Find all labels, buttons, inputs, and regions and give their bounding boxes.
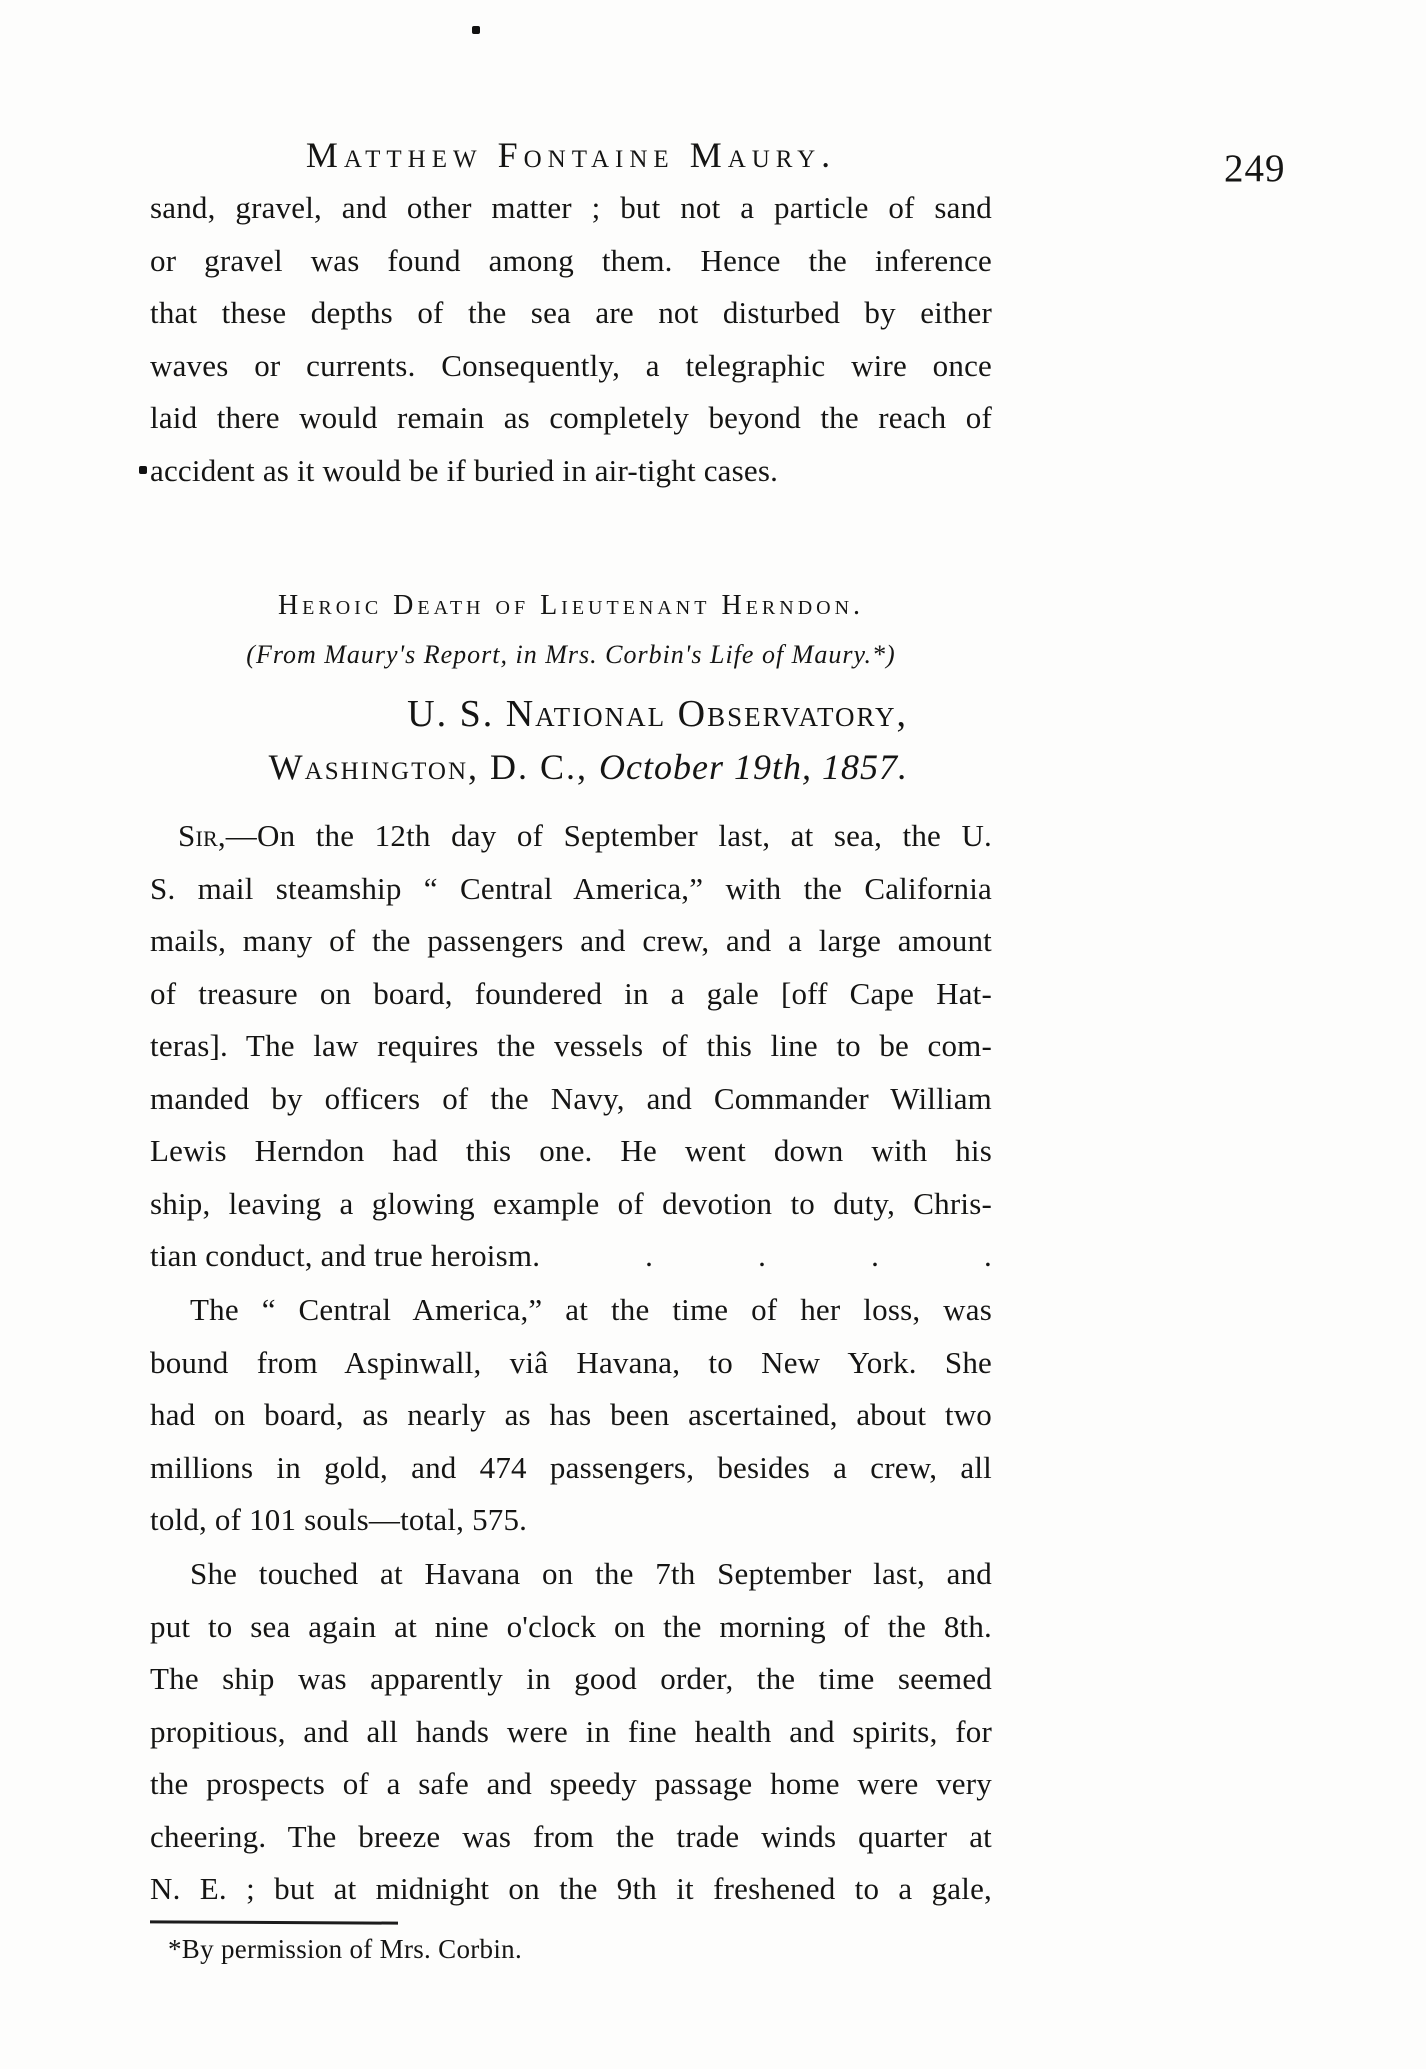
text-line: mails, many of the passengers and crew, and a large amount bbox=[150, 923, 992, 958]
ellipsis-dot: . bbox=[984, 1238, 992, 1273]
text-line: S. mail steamship “ Central America,” with the California bbox=[150, 870, 992, 906]
section-heading: Heroic Death of Lieutenant Herndon. bbox=[277, 590, 865, 621]
text-line bbox=[150, 810, 992, 863]
paragraph-havana-departure bbox=[150, 1548, 992, 1916]
text-line: sand, gravel, and other matter ; but not a particle of sand bbox=[150, 190, 992, 225]
text-line: bound from Aspinwall, viâ Havana, to New York. She bbox=[150, 1344, 992, 1380]
ellipsis-dot: . bbox=[645, 1238, 654, 1273]
running-head-title: Matthew Fontaine Maury. bbox=[305, 135, 837, 175]
letterhead-place: Washington, D. C., bbox=[268, 747, 600, 787]
text-line: cheering. The breeze was from the trade winds quarter at bbox=[150, 1818, 992, 1854]
salutation: Sir, bbox=[178, 818, 226, 853]
text-line: The ship was apparently in good order, the time seemed bbox=[150, 1661, 992, 1696]
print-artifact-dot bbox=[472, 26, 480, 34]
text-line: that these depths of the sea are not disturbed by either bbox=[150, 295, 992, 330]
text-line: N. E. ; but at midnight on the 9th it freshened to a gale, bbox=[150, 1871, 992, 1906]
text-line: Lewis Herndon had this one. He went down with his bbox=[150, 1133, 992, 1168]
salutation-rest: —On the 12th day of September last, at sea, the U. bbox=[225, 818, 992, 853]
paragraph-central-america bbox=[150, 1284, 992, 1547]
text-line: put to sea again at nine o'clock on the morning of the 8th. bbox=[150, 1608, 992, 1644]
footnote-separator-rule bbox=[150, 1920, 398, 1924]
letterhead-date: October 19th, 1857. bbox=[599, 747, 908, 787]
letterhead-observatory: U. S. National Observatory, bbox=[407, 693, 908, 735]
text-line: or gravel was found among them. Hence the inference bbox=[150, 242, 992, 278]
text-line: had on board, as nearly as has been ascertained, about two bbox=[150, 1397, 992, 1432]
paragraph-sea-depths bbox=[150, 182, 992, 497]
text-line: laid there would remain as completely beyond the reach of bbox=[150, 400, 992, 435]
text-line: millions in gold, and 474 passengers, besides a crew, all bbox=[150, 1449, 992, 1485]
text-line-with-ellipsis-dots bbox=[150, 1230, 992, 1283]
text-line: teras]. The law requires the vessels of this line to be com- bbox=[150, 1028, 992, 1063]
text-fragment: tian conduct, and true heroism. bbox=[150, 1238, 541, 1273]
text-line: She touched at Havana on the 7th September last, and bbox=[190, 1556, 992, 1591]
ellipsis-dot: . bbox=[871, 1238, 880, 1273]
text-line: of treasure on board, foundered in a gale [off Cape Hat- bbox=[150, 975, 992, 1011]
text-line: the prospects of a safe and speedy passage home were very bbox=[150, 1766, 992, 1801]
letterhead-dateline bbox=[150, 746, 908, 788]
text-line: waves or currents. Consequently, a telegraphic wire once bbox=[150, 347, 992, 383]
ellipsis-dot: . bbox=[758, 1238, 767, 1273]
text-line: accident as it would be if buried in air-tight cases. bbox=[150, 452, 779, 488]
print-artifact-dot bbox=[139, 466, 147, 474]
text-line: propitious, and all hands were in fine health and spirits, for bbox=[150, 1713, 992, 1749]
footnote-text: *By permission of Mrs. Corbin. bbox=[168, 1934, 523, 1964]
text-line: manded by officers of the Navy, and Commander William bbox=[150, 1080, 992, 1116]
page-number: 249 bbox=[1224, 147, 1286, 190]
text-line: The “ Central America,” at the time of her loss, was bbox=[190, 1292, 992, 1327]
section-source-citation: (From Maury's Report, in Mrs. Corbin's Life of Maury.*) bbox=[246, 640, 896, 669]
text-line: told, of 101 souls—total, 575. bbox=[150, 1502, 528, 1537]
paragraph-letter-opening bbox=[150, 810, 992, 1283]
text-line: ship, leaving a glowing example of devotion to duty, Chris- bbox=[150, 1185, 992, 1221]
